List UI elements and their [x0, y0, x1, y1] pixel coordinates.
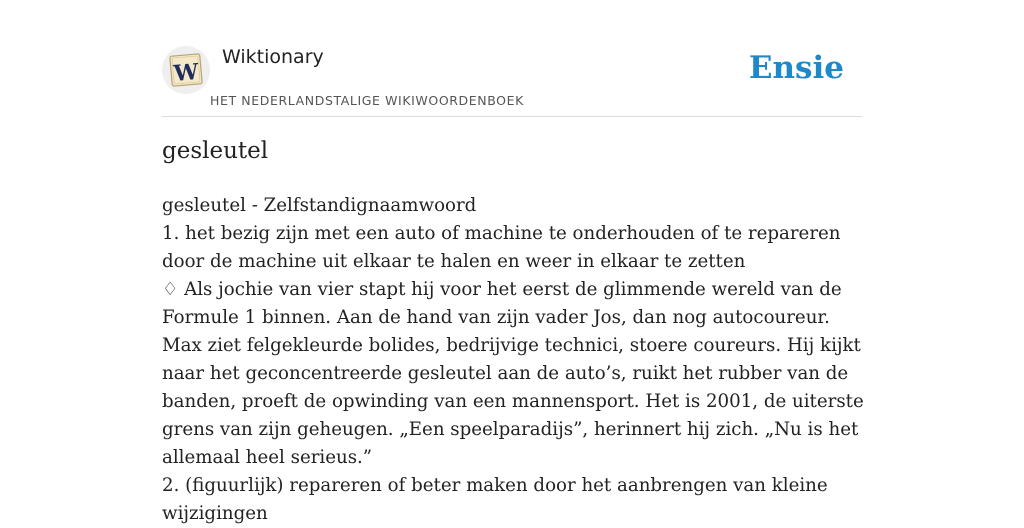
definition-1-example: ♢ Als jochie van vier stapt hij voor het eerst de glimmende wereld van de Formule 1 binnen. Aan de hand van zijn vader Jos, dan nog autocoureur. Max ziet felgekleurde bolides, bedrijvige technici, stoere coureurs. Hij kijkt naar het geconcentreerde gesleutel aan de auto’s, ruikt het rubber van de banden, proeft de opwinding van een mannensport. Het is 2001, de uiterste grens van zijn geheugen. „Een speelparadijs”, herinnert hij zich. „Nu is het allemaal heel serieus.” — [162, 279, 864, 468]
definition-1: 1. het bezig zijn met een auto of machine te onderhouden of te repareren door de machine uit elkaar te halen en weer in elkaar te zetten — [162, 223, 841, 272]
ensie-brand-link[interactable]: Ensie — [748, 50, 844, 86]
site-name[interactable]: Wiktionary — [222, 46, 324, 68]
definition-2: 2. (figuurlijk) repareren of beter maken door het aanbrengen van kleine wijzigingen — [162, 475, 828, 524]
page-title: gesleutel — [162, 138, 269, 164]
site-subtitle: HET NEDERLANDSTALIGE WIKIWOORDENBOEK — [210, 93, 524, 108]
wiktionary-logo-icon[interactable] — [162, 46, 210, 94]
logo-letter: W — [172, 58, 200, 88]
entry-body — [162, 192, 866, 528]
entry-heading: gesleutel - Zelfstandignaamwoord — [162, 195, 477, 216]
site-header — [162, 40, 862, 117]
wiktionary-tile-icon — [168, 52, 204, 88]
